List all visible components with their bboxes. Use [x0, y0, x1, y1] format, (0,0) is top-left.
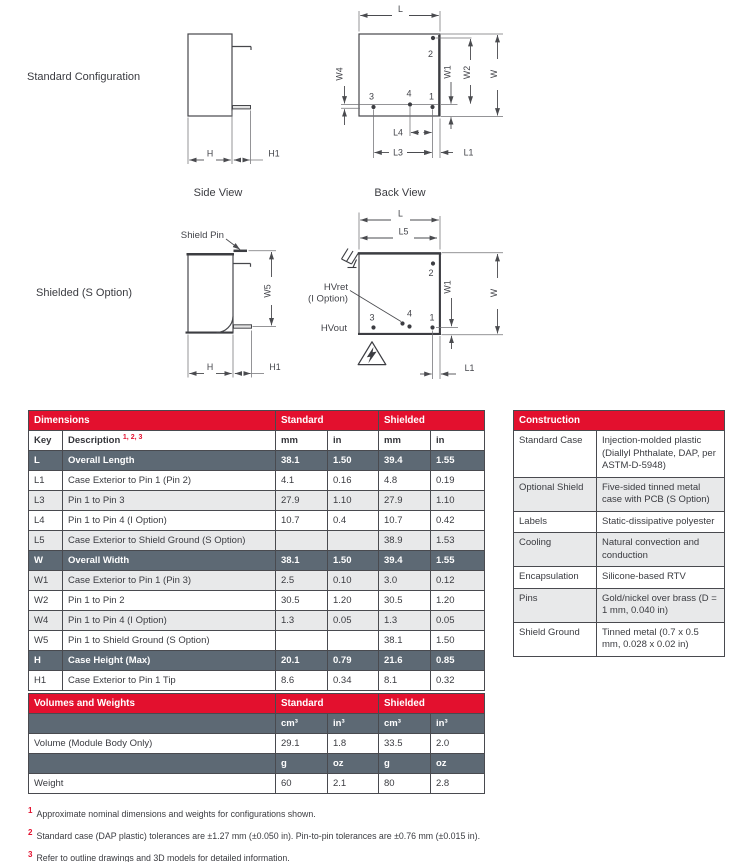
cell: 10.7 — [379, 511, 431, 531]
table-row — [29, 571, 485, 591]
table-row — [29, 591, 485, 611]
table-row — [29, 671, 485, 691]
construction-label: Encapsulation — [514, 567, 597, 589]
standard-side-view — [188, 34, 280, 199]
row-key: L1 — [29, 471, 63, 491]
cell: 0.79 — [328, 651, 379, 671]
footnote-1-text: Approximate nominal dimensions and weights for configurations shown. — [36, 808, 316, 819]
dim-l-label: L — [398, 208, 403, 219]
cell: 0.42 — [431, 511, 485, 531]
footnote-3-number: 3 — [28, 849, 33, 859]
cell: 0.32 — [431, 671, 485, 691]
unit-header-in: in — [328, 431, 379, 451]
cell: 33.5 — [379, 734, 431, 754]
dim-h1-label: H1 — [269, 362, 281, 372]
shield-pin-label: Shield Pin — [180, 230, 224, 241]
cell: 21.6 — [379, 651, 431, 671]
row-desc: Pin 1 to Shield Ground (S Option) — [63, 631, 276, 651]
dim-l3-label: L3 — [393, 147, 403, 158]
pin-2-dot — [431, 36, 435, 40]
cell: 4.1 — [276, 471, 328, 491]
table-row — [514, 533, 725, 567]
row-desc: Pin 1 to Pin 2 — [63, 591, 276, 611]
cell — [276, 631, 328, 651]
cell: 2.5 — [276, 571, 328, 591]
pin-3-label: 3 — [368, 91, 375, 102]
row-desc: Overall Width — [63, 551, 276, 571]
description-footnote-refs: 1, 2, 3 — [122, 434, 143, 442]
pin-2-label: 2 — [427, 49, 434, 59]
cell — [328, 631, 379, 651]
footnote-3 — [28, 850, 480, 862]
cell: 1.10 — [328, 491, 379, 511]
construction-label: Optional Shield — [514, 477, 597, 511]
table-row — [29, 611, 485, 631]
cell: 1.50 — [328, 551, 379, 571]
dim-w-label: W — [489, 288, 499, 298]
unit-header-mm: mm — [379, 431, 431, 451]
dim-h-label: H — [206, 362, 214, 372]
row-key: L5 — [29, 531, 63, 551]
unit-cell: g — [276, 754, 328, 774]
unit-cell: cm³ — [276, 714, 328, 734]
cell: 1.8 — [328, 734, 379, 754]
table-row — [29, 651, 485, 671]
row-key: W5 — [29, 631, 63, 651]
cell: 20.1 — [276, 651, 328, 671]
hvout-label: HVout — [320, 323, 347, 334]
unit-cell: g — [379, 754, 431, 774]
pin-4-dot — [400, 321, 404, 325]
construction-value: Static-dissipative polyester — [597, 511, 725, 533]
cell: 29.1 — [276, 734, 328, 754]
table-row — [29, 551, 485, 571]
row-key: W — [29, 551, 63, 571]
ground-icon — [342, 249, 359, 268]
pin-1-dot — [430, 105, 434, 109]
standard-group-header: Standard — [276, 694, 379, 714]
pin-4-label: 4 — [406, 308, 413, 319]
pin-1-dot — [430, 325, 434, 329]
table-row — [514, 588, 725, 622]
footnote-1-number: 1 — [28, 806, 33, 815]
cell: 10.7 — [276, 511, 328, 531]
row-desc: Case Height (Max) — [63, 651, 276, 671]
cell: 3.0 — [379, 571, 431, 591]
dim-w1-label: W1 — [442, 65, 453, 79]
pin-2-label: 2 — [428, 268, 434, 278]
high-voltage-warning-icon — [358, 342, 386, 365]
table-row — [29, 631, 485, 651]
dimensions-table-header — [29, 411, 485, 431]
construction-value: Silicone-based RTV — [597, 567, 725, 589]
row-desc: Pin 1 to Pin 3 — [63, 491, 276, 511]
volumes-title: Volumes and Weights — [29, 694, 276, 714]
row-key: W1 — [29, 571, 63, 591]
footnote-2-number: 2 — [28, 827, 33, 837]
cell: 38.9 — [379, 531, 431, 551]
cell: 0.16 — [328, 471, 379, 491]
side-view-caption: Side View — [193, 187, 243, 199]
dim-l4-label: L4 — [393, 127, 403, 138]
table-row — [29, 511, 485, 531]
shielded-group-header: Shielded — [379, 694, 485, 714]
back-view-caption: Back View — [374, 187, 426, 199]
cell: 0.12 — [431, 571, 485, 591]
dim-w4-label: W4 — [334, 67, 345, 81]
dim-l-label: L — [398, 4, 403, 14]
hvret-option-label: (I Option) — [308, 293, 348, 305]
dim-l1-label: L1 — [463, 147, 474, 158]
cell: 4.8 — [379, 471, 431, 491]
row-desc: Case Exterior to Pin 1 (Pin 3) — [63, 571, 276, 591]
pin-3-dot — [371, 105, 375, 109]
row-desc: Volume (Module Body Only) — [29, 734, 276, 754]
row-key: L3 — [29, 491, 63, 511]
unit-cell: oz — [431, 754, 485, 774]
cell: 0.05 — [431, 611, 485, 631]
shielded-option-label: Shielded (S Option) — [36, 287, 132, 299]
dim-w5-label: W5 — [262, 284, 273, 298]
cell — [328, 531, 379, 551]
cell: 0.4 — [328, 511, 379, 531]
pin-4-dot — [408, 102, 412, 106]
shielded-back-view — [308, 209, 503, 380]
volumes-table-header — [29, 694, 485, 714]
shielded-group-header: Shielded — [379, 411, 485, 431]
cell: 1.50 — [431, 631, 485, 651]
cell: 1.55 — [431, 551, 485, 571]
construction-value: Tinned metal (0.7 x 0.5 mm, 0.028 x 0.02 in) — [597, 622, 725, 656]
footnote-3-text: Refer to outline drawings and 3D models for detailed information. — [36, 852, 290, 862]
dim-l1-label: L1 — [464, 363, 475, 373]
table-row — [29, 734, 485, 754]
construction-value: Five-sided tinned metal case with PCB (S Option) — [597, 477, 725, 511]
cell: 1.3 — [379, 611, 431, 631]
table-row — [29, 531, 485, 551]
construction-label: Standard Case — [514, 431, 597, 478]
footnote-2-text: Standard case (DAP plastic) tolerances are ±1.27 mm (±0.050 in). Pin-to-pin tolerances are ±0.76 mm (±0.015 in). — [36, 830, 481, 841]
table-row — [514, 622, 725, 656]
cell: 38.1 — [379, 631, 431, 651]
table-row — [514, 477, 725, 511]
cell: 1.50 — [328, 451, 379, 471]
construction-title: Construction — [514, 411, 725, 431]
row-key: W2 — [29, 591, 63, 611]
table-row — [29, 471, 485, 491]
row-desc: Pin 1 to Pin 4 (I Option) — [63, 511, 276, 531]
cell: 27.9 — [379, 491, 431, 511]
cell: 2.8 — [431, 774, 485, 794]
dim-h-label: H — [206, 148, 214, 159]
pin-1-label: 1 — [429, 312, 435, 323]
table-row — [29, 491, 485, 511]
cell: 39.4 — [379, 451, 431, 471]
unit-row — [29, 714, 485, 734]
row-key: H1 — [29, 671, 63, 691]
table-row — [29, 451, 485, 471]
shielded-side-view — [181, 230, 281, 378]
row-desc: Case Exterior to Pin 1 (Pin 2) — [63, 471, 276, 491]
cell: 27.9 — [276, 491, 328, 511]
row-key: L4 — [29, 511, 63, 531]
key-header: Key — [29, 431, 63, 451]
construction-value: Natural convection and conduction — [597, 533, 725, 567]
footnote-2 — [28, 828, 480, 842]
volumes-weights-table — [28, 693, 485, 794]
cell: 2.0 — [431, 734, 485, 754]
cell: 80 — [379, 774, 431, 794]
dimensions-column-headers — [29, 431, 485, 451]
construction-label: Shield Ground — [514, 622, 597, 656]
description-header: Description $^{1, 2, 3}$ — [63, 431, 276, 451]
unit-header-mm: mm — [276, 431, 328, 451]
cell: 1.20 — [431, 591, 485, 611]
cell: 39.4 — [379, 551, 431, 571]
cell: 1.20 — [328, 591, 379, 611]
standard-group-header: Standard — [276, 411, 379, 431]
dimensions-title: Dimensions — [29, 411, 276, 431]
pin-3-dot — [371, 325, 375, 329]
construction-label: Cooling — [514, 533, 597, 567]
table-row — [514, 511, 725, 533]
cell: 0.34 — [328, 671, 379, 691]
construction-value: Gold/nickel over brass (D = 1 mm, 0.040 in) — [597, 588, 725, 622]
table-row — [514, 567, 725, 589]
row-desc: Case Exterior to Shield Ground (S Option) — [63, 531, 276, 551]
table-row — [514, 431, 725, 478]
standard-configuration-label: Standard Configuration — [27, 71, 141, 83]
cell: 60 — [276, 774, 328, 794]
cell — [276, 531, 328, 551]
hvret-label: HVret — [323, 282, 348, 293]
row-key: L — [29, 451, 63, 471]
cell-blank — [29, 714, 276, 734]
construction-value: Injection-molded plastic (Diallyl Phthalate, DAP, per ASTM-D-5948) — [597, 431, 725, 478]
footnotes — [28, 806, 480, 862]
cell: 30.5 — [276, 591, 328, 611]
cell: 8.1 — [379, 671, 431, 691]
row-desc: Case Exterior to Pin 1 Tip — [63, 671, 276, 691]
pin-4-label: 4 — [406, 88, 412, 99]
row-desc: Overall Length — [63, 451, 276, 471]
cell: 2.1 — [328, 774, 379, 794]
cell-blank — [29, 754, 276, 774]
cell: 38.1 — [276, 451, 328, 471]
mechanical-drawings — [0, 0, 752, 402]
cell: 1.10 — [431, 491, 485, 511]
cell: 0.19 — [431, 471, 485, 491]
cell: 30.5 — [379, 591, 431, 611]
cell: 1.3 — [276, 611, 328, 631]
unit-row — [29, 754, 485, 774]
construction-table — [513, 410, 725, 657]
unit-cell: in³ — [328, 714, 379, 734]
construction-label: Pins — [514, 588, 597, 622]
standard-back-view — [335, 4, 504, 199]
construction-label: Labels — [514, 511, 597, 533]
pin-4b-dot — [407, 324, 411, 328]
unit-header-in: in — [431, 431, 485, 451]
cell: 38.1 — [276, 551, 328, 571]
dimensions-table — [28, 410, 485, 691]
table-row — [29, 774, 485, 794]
construction-table-header — [514, 411, 725, 431]
row-desc: Weight — [29, 774, 276, 794]
unit-cell: cm³ — [379, 714, 431, 734]
row-desc: Pin 1 to Pin 4 (I Option) — [63, 611, 276, 631]
row-key: H — [29, 651, 63, 671]
unit-cell: in³ — [431, 714, 485, 734]
footnote-1 — [28, 806, 480, 820]
dim-l5-label: L5 — [398, 226, 409, 237]
row-key: W4 — [29, 611, 63, 631]
cell: 8.6 — [276, 671, 328, 691]
cell: 1.53 — [431, 531, 485, 551]
pin-1-label: 1 — [428, 91, 435, 102]
unit-cell: oz — [328, 754, 379, 774]
cell: 0.05 — [328, 611, 379, 631]
dim-h1-label: H1 — [268, 148, 280, 159]
cell: 0.10 — [328, 571, 379, 591]
cell: 0.85 — [431, 651, 485, 671]
pin-2-dot — [431, 261, 435, 265]
dim-w1-label: W1 — [442, 280, 453, 294]
dim-w2-label: W2 — [462, 65, 472, 80]
pin-3-label: 3 — [369, 312, 375, 323]
dim-w-label: W — [489, 69, 499, 79]
cell: 1.55 — [431, 451, 485, 471]
